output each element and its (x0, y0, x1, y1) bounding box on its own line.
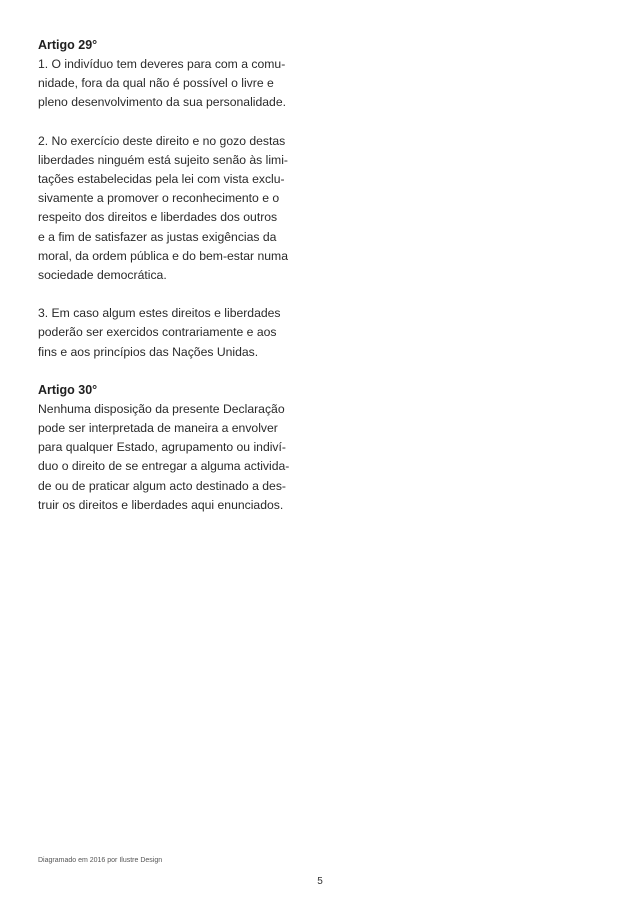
article-30-paragraph-1 (38, 400, 308, 515)
text-line: sivamente a promover o reconhecimento e o (38, 191, 280, 206)
text-line: 2. No exercício deste direito e no gozo destas (38, 133, 286, 148)
paragraph-spacer (38, 285, 308, 304)
text-line: pleno desenvolvimento da sua personalidade. (38, 95, 286, 110)
text-line: Nenhuma disposição da presente Declaração (38, 401, 285, 416)
text-line: moral, da ordem pública e do bem-estar numa (38, 248, 288, 263)
article-30-title: Artigo 30° (38, 382, 98, 397)
text-line: poderão ser exercidos contrariamente e aos (38, 325, 277, 340)
text-line: duo o direito de se entregar a alguma activida- (38, 459, 290, 474)
text-line: fins e aos princípios das Nações Unidas. (38, 344, 259, 359)
text-line: e a fim de satisfazer as justas exigências da (38, 229, 277, 244)
text-line: respeito dos direitos e liberdades dos outros (38, 210, 278, 225)
footer-credit: Diagramado em 2016 por Ilustre Design (38, 857, 163, 864)
paragraph-spacer (38, 113, 308, 132)
text-line: sociedade democrática. (38, 268, 167, 283)
text-line: 1. O indivíduo tem deveres para com a comu- (38, 57, 286, 71)
text-line: pode ser interpretada de maneira a envolver (38, 421, 278, 436)
text-line: de ou de praticar algum acto destinado a des- (38, 478, 286, 493)
page-content (38, 36, 308, 515)
text-line: nidade, fora da qual não é possível o livre e (38, 76, 274, 91)
page-number: 5 (317, 876, 323, 887)
article-29-paragraph-2 (38, 132, 308, 286)
paragraph-spacer (38, 362, 308, 381)
text-line: truir os direitos e liberdades aqui enunciados. (38, 497, 284, 512)
article-29-paragraph-1 (38, 55, 308, 113)
text-line: tações estabelecidas pela lei com vista exclu- (38, 172, 285, 187)
text-line: para qualquer Estado, agrupamento ou indiví- (38, 440, 286, 455)
article-29-paragraph-3 (38, 304, 308, 362)
text-line: liberdades ninguém está sujeito senão às limi- (38, 152, 288, 167)
article-29-title: Artigo 29° (38, 38, 98, 52)
text-line: 3. Em caso algum estes direitos e liberdades (38, 306, 281, 321)
